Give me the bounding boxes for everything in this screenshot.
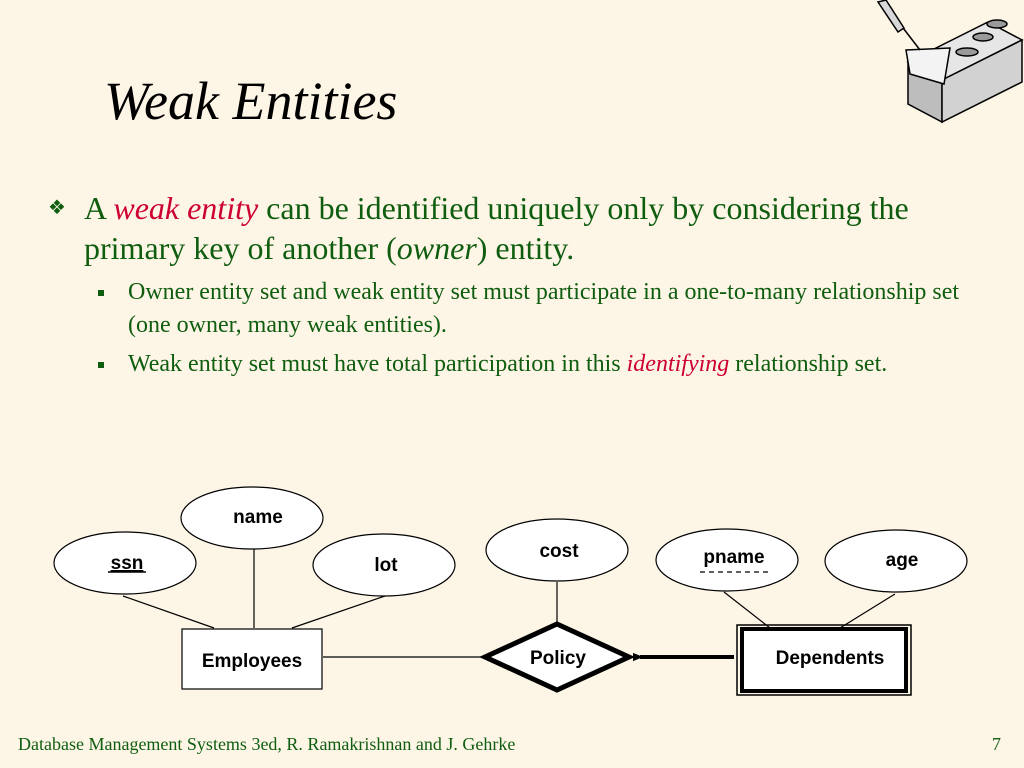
entity-dependents bbox=[737, 625, 911, 695]
owner-term: owner bbox=[396, 230, 477, 266]
bullet-square-icon bbox=[98, 290, 104, 296]
bullet-list bbox=[40, 188, 1010, 381]
sub-bullet bbox=[40, 348, 968, 381]
er-diagram bbox=[0, 480, 1024, 710]
relationship-policy bbox=[485, 624, 629, 690]
attribute-name-label: name bbox=[233, 507, 283, 528]
slide-title: Weak Entities bbox=[104, 71, 398, 131]
bullet-square-icon bbox=[98, 362, 104, 368]
bullet-diamond-icon: ❖ bbox=[48, 197, 66, 219]
attribute-ssn-label: ssn bbox=[110, 553, 144, 574]
entity-dependents-label: Dependents bbox=[775, 648, 885, 669]
weak-entity-term: weak entity bbox=[113, 190, 259, 226]
attribute-age-label: age bbox=[885, 550, 919, 571]
entity-employees bbox=[182, 629, 322, 689]
attribute-lot-label: lot bbox=[374, 555, 398, 576]
sub-bullet-text: relationship set. bbox=[729, 351, 888, 377]
main-bullet bbox=[40, 188, 1010, 268]
attribute-cost-label: cost bbox=[539, 541, 579, 562]
attribute-lot bbox=[313, 534, 455, 596]
relationship-policy-label: Policy bbox=[530, 648, 586, 669]
sub-bullet bbox=[40, 276, 968, 342]
attribute-pname bbox=[656, 529, 798, 591]
identifying-term: identifying bbox=[626, 351, 730, 377]
bullet-text: ) entity. bbox=[476, 230, 575, 266]
brick-trowel-logo-icon bbox=[870, 0, 1024, 130]
attribute-pname-label: pname bbox=[703, 547, 765, 568]
bullet-text: can be identified uniquely only by considering the primary key of another ( bbox=[84, 190, 909, 266]
sub-bullet-text: Owner entity set and weak entity set must participate in a one-to-many relationship set (one owner, many weak entities). bbox=[128, 279, 960, 338]
entity-employees-label: Employees bbox=[201, 651, 303, 672]
footer-citation: Database Management Systems 3ed, R. Ramakrishnan and J. Gehrke bbox=[18, 734, 516, 754]
attribute-cost bbox=[486, 519, 628, 581]
bullet-text: A bbox=[84, 190, 114, 226]
attribute-age bbox=[825, 530, 967, 592]
page-number: 7 bbox=[992, 734, 1001, 754]
attribute-name bbox=[181, 487, 323, 549]
attribute-ssn bbox=[54, 532, 196, 594]
sub-bullet-text: Weak entity set must have total participation in this bbox=[128, 351, 627, 377]
